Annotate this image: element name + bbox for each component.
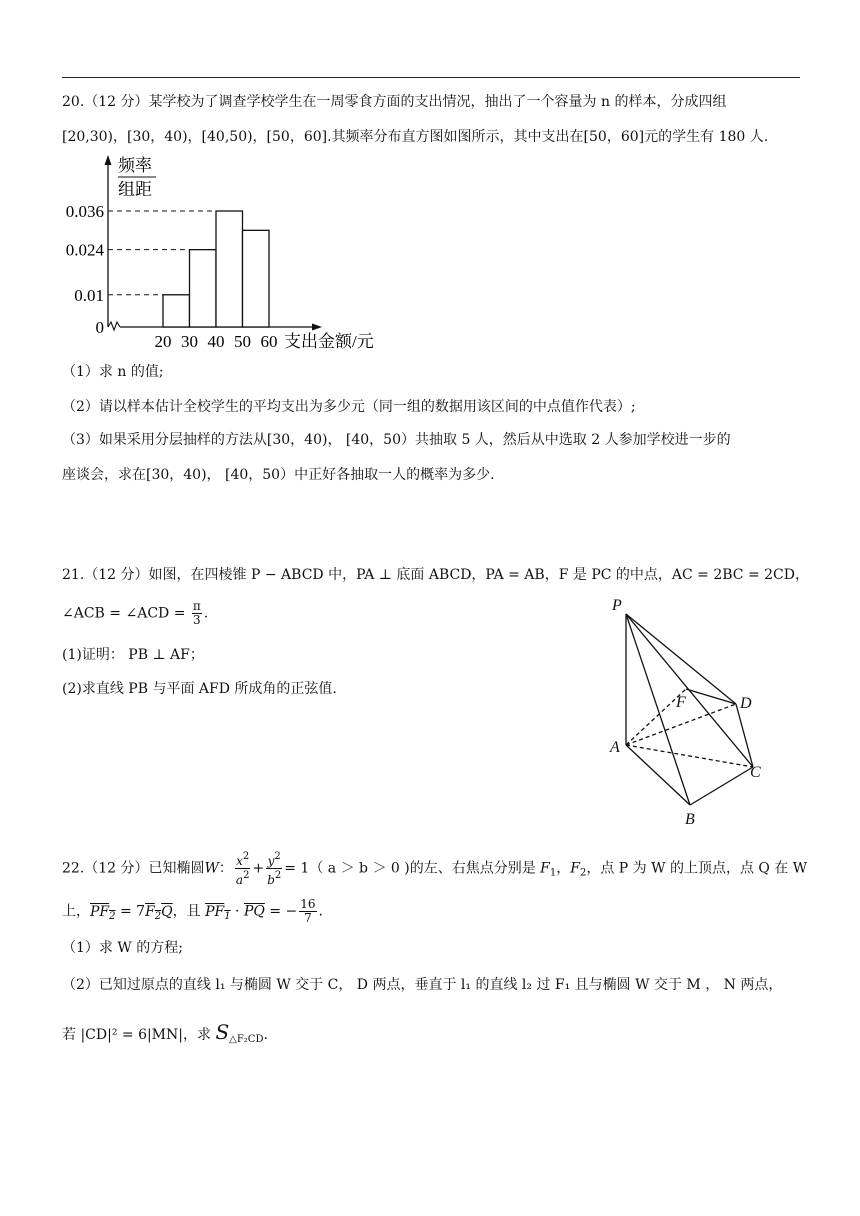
q22-sub-1b: 1 [224,910,231,922]
q22-PF: PF [90,903,110,920]
q22-dot: · [230,903,244,920]
q22-F1: F [540,860,550,877]
q22-a: a [235,873,244,887]
q22-comma: ， [556,860,571,877]
q20-sub3b: 座谈会，求在[30，40)， [40，50）中正好各抽取一人的概率为多少. [62,467,495,483]
q22-line2 [62,898,323,927]
edge-PD [626,614,736,704]
label-A: A [610,739,620,756]
pyramid-figure [600,592,790,832]
y-label-bottom: 组距 [118,180,152,199]
q20-line1: 20.（12 分）某学校为了调查学校学生在一周零食方面的支出情况，抽出了一个容量为 n 的样本，分成四组 [62,94,727,110]
q22-tri-sub: △F₂CD [229,1034,264,1045]
x-axis-arrow [312,324,322,331]
histogram-bar-4 [243,230,270,327]
x-tick-label-2: 30 [181,332,198,351]
y-axis-arrow [105,155,112,165]
q22-on: 上， [62,903,90,920]
label-F: F [676,694,686,711]
q21-sub1: (1)证明： PB ⊥ AF； [62,647,204,663]
y-tick-label-2: 0.024 [65,240,104,260]
axis-break [108,322,120,330]
q22-if: 若 |CD|² = 6|MN|，求 [62,1027,216,1043]
q22-end: . [263,1027,268,1043]
q22-sub3 [62,1022,268,1050]
q22-sub1: （1）求 W 的方程; [62,940,183,956]
q22-intro: 22.（12 分）已知椭圆 [62,860,205,877]
q22-sub-2b: 2 [109,910,116,922]
histogram-bar-3 [216,211,243,327]
q21-line2 [62,600,208,627]
q22-F2: F [570,860,580,877]
q21-pi: π [192,599,201,613]
q22-F-b: F [145,903,155,920]
q22-b: b [267,873,275,887]
x-tick-label-1: 20 [154,332,172,351]
histogram-chart [60,155,390,355]
q22-line1: 22.（12 分）已知椭圆W： $\frac{x^2}{a^2}$ + $\frac{y^2}{b^2}$ = 1（ a ＞ b ＞ 0 )的左、右焦点分别是 $F_1$，$F_2$，点 P 为 W 的上顶点，点 Q 在 W [62,851,808,887]
q22-period: . [318,903,323,920]
x-axis-label: 支出金额/元 [284,332,374,351]
q22-16-over-7 [299,898,316,925]
label-P: P [612,597,622,614]
q21-three: 3 [193,613,201,627]
q22-eq-minus: = − [264,903,298,920]
histogram-bar-1 [163,295,190,327]
header-rule [62,77,800,78]
q22-x2-over-a2 [235,850,251,887]
label-D: D [740,695,752,712]
edge-BC [690,767,753,805]
label-B: B [685,811,695,828]
q22-sq-1: 2 [242,851,250,862]
y-tick-label-3: 0.01 [74,285,104,305]
q22-7: 7 [304,911,312,925]
q22-sub2: （2）已知过原点的直线 l₁ 与椭圆 W 交于 C， D 两点，垂直于 l₁ 的直线 l₂ 过 F₁ 且与椭圆 W 交于 M ， N 两点， [62,977,783,993]
q22-vec-PF1 [205,904,231,920]
y-label-top: 频率 [118,156,152,175]
q22-sq-4: 2 [274,870,282,881]
q20-sub3a: （3）如果采用分层抽样的方法从[30，40)， [40，50）共抽取 5 人，然后从中选取 2 人参加学校进一步的 [62,432,731,448]
histogram-bar-2 [190,250,217,327]
q22-PF-b: PF [205,903,225,920]
q21-angle-text: ∠ACB = ∠ACD = [62,605,190,622]
y-tick-label-4: 0 [95,318,104,337]
y-tick-label-1: 0.036 [65,202,104,221]
q22-eq1: = 1（ a ＞ b ＞ 0 )的左、右焦点分别是 [284,860,541,877]
q22-vec-PF2 [90,904,116,920]
x-tick-label-5: 60 [260,332,278,351]
q20-sub2: （2）请以样本估计全校学生的平均支出为多少元（同一组的数据用该区间的中点值作代表）; [62,399,636,415]
q22-16: 16 [300,897,316,911]
label-C: C [750,764,761,781]
q22-sq-3: 2 [274,851,281,862]
x-tick-label-4: 50 [234,332,251,351]
q21-line2-end: . [203,605,209,622]
q22-x: x [236,854,243,868]
q22-vec-F2Q [145,904,173,920]
q20-line2: [20,30)，[30，40)，[40,50)，[50，60].其频率分布直方图如图所示，其中支出在[50，60]元的学生有 180 人. [62,129,769,145]
q22-S: S [215,1020,230,1044]
q22-sub-2: 2 [579,867,587,879]
q22-sub-1: 1 [549,867,557,879]
q22-and: ，且 [172,903,206,920]
q20-sub1: （1）求 n 的值; [62,364,164,380]
q22-sq-2: 2 [243,870,250,881]
q22-W: W [204,860,219,877]
x-tick-label-3: 40 [207,332,225,351]
q22-y: y [267,854,275,868]
q22-vec-PQ: $\overline{PQ}$ [243,903,265,920]
edge-FD [686,689,736,704]
q22-sub-2c: 2 [154,910,162,922]
q21-line1: 21.（12 分）如图，在四棱锥 P − ABCD 中，PA ⊥ 底面 ABCD，PA = AB，F 是 PC 的中点，AC = 2BC = 2CD， [62,567,809,583]
q22-eq7: = 7 [115,903,146,920]
q21-sub2: (2)求直线 PB 与平面 AFD 所成角的正弦值. [62,681,337,697]
q22-y2-over-b2 [266,850,282,887]
q22-colon: ： [218,860,233,877]
q21-pi-over-3 [192,600,202,627]
q22-Q: Q [161,903,173,920]
q22-line1-end: ，点 P 为 W 的上顶点，点 Q 在 W [586,860,808,877]
